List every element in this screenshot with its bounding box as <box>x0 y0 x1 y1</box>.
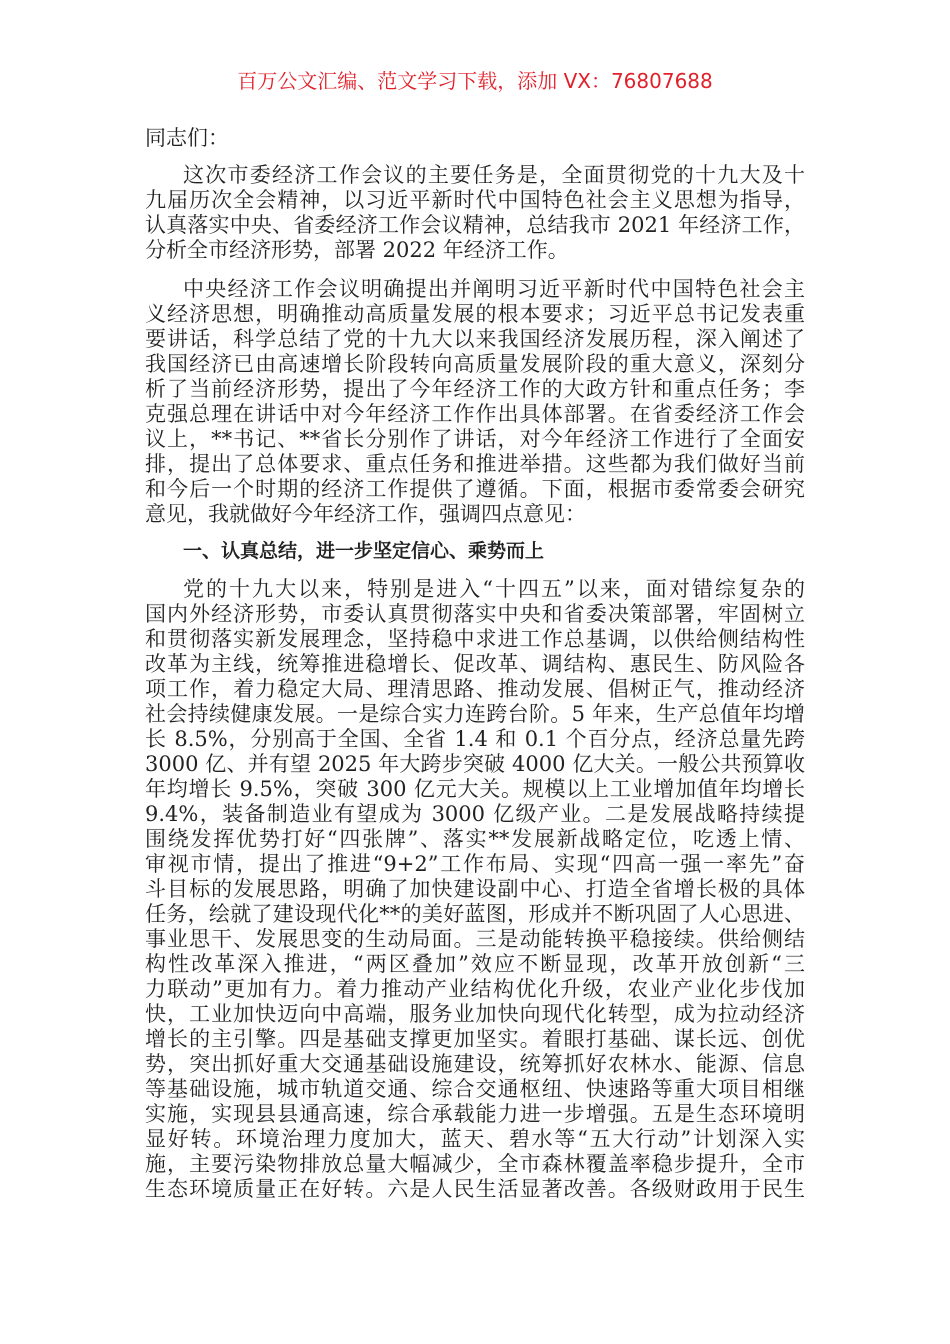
text-line: 要讲话，科学总结了党的十九大以来我国经济发展历程，深入阐述了 <box>145 327 805 351</box>
paragraph-3 <box>145 577 805 1202</box>
text-line: 改革为主线，统筹推进稳增长、促改革、调结构、惠民生、防风险各 <box>145 652 805 676</box>
text-line: 审视市情，提出了推进“9+2”工作布局、实现“四高一强一率先”奋 <box>145 852 805 876</box>
text-line: 克强总理在讲话中对今年经济工作作出具体部署。在省委经济工作会 <box>145 402 805 426</box>
text-line: 国内外经济形势，市委认真贯彻落实中央和省委决策部署，牢固树立 <box>145 602 805 626</box>
text-line: 九届历次全会精神，以习近平新时代中国特色社会主义思想为指导， <box>145 188 805 212</box>
text-line: 等基础设施，城市轨道交通、综合交通枢纽、快速路等重大项目相继 <box>145 1077 805 1101</box>
text-line: 长 8.5%，分别高于全国、全省 1.4 和 0.1 个百分点，经济总量先跨 <box>145 727 805 751</box>
text-line: 实施，实现县县通高速，综合承载能力进一步增强。五是生态环境明 <box>145 1102 805 1126</box>
text-line: 我国经济已由高速增长阶段转向高质量发展阶段的重大意义，深刻分 <box>145 352 805 376</box>
text-line: 排，提出了总体要求、重点任务和推进举措。这些都为我们做好当前 <box>145 452 805 476</box>
text-line: 认真落实中央、省委经济工作会议精神，总结我市 2021 年经济工作， <box>145 213 805 237</box>
paragraph-1 <box>145 163 805 263</box>
text-line: 增长的主引擎。四是基础支撑更加坚实。着眼打基础、谋长远、创优 <box>145 1027 805 1051</box>
text-line: 斗目标的发展思路，明确了加快建设副中心、打造全省增长极的具体 <box>145 877 805 901</box>
text-line: 生态环境质量正在好转。六是人民生活显著改善。各级财政用于民生 <box>145 1177 805 1201</box>
text-line: 中央经济工作会议明确提出并阐明习近平新时代中国特色社会主 <box>183 277 805 301</box>
text-line: 项工作，着力稳定大局、理清思路、推动发展、倡树正气，推动经济 <box>145 677 805 701</box>
text-line: 事业思干、发展思变的生动局面。三是动能转换平稳接续。供给侧结 <box>145 927 805 951</box>
text-line: 党的十九大以来，特别是进入“十四五”以来，面对错综复杂的 <box>183 577 805 601</box>
section-heading-1: 一、认真总结，进一步坚定信心、乘势而上 <box>183 540 545 562</box>
text-line: 分析全市经济形势，部署 2022 年经济工作。 <box>145 238 569 262</box>
text-line: 任务，绘就了建设现代化**的美好蓝图，形成并不断巩固了人心思进、 <box>145 902 805 926</box>
text-line: 施，主要污染物排放总量大幅减少，全市森林覆盖率稳步提升，全市 <box>145 1152 805 1176</box>
text-line: 围绕发挥优势打好“四张牌”、落实**发展新战略定位，吃透上情、 <box>145 827 805 851</box>
text-line: 义经济思想，明确推动高质量发展的根本要求；习近平总书记发表重 <box>145 302 805 326</box>
salutation: 同志们： <box>145 126 229 150</box>
text-line: 这次市委经济工作会议的主要任务是，全面贯彻党的十九大及十 <box>183 163 805 187</box>
text-line: 快，工业加快迈向中高端，服务业加快向现代化转型，成为拉动经济 <box>145 1002 805 1026</box>
text-line: 年均增长 9.5%，突破 300 亿元大关。规模以上工业增加值年均增长 <box>145 777 805 801</box>
text-line: 和今后一个时期的经济工作提供了遵循。下面，根据市委常委会研究 <box>145 477 805 501</box>
text-line: 和贯彻落实新发展理念，坚持稳中求进工作总基调，以供给侧结构性 <box>145 627 805 651</box>
text-line: 力联动”更加有力。着力推动产业结构优化升级，农业产业化步伐加 <box>145 977 805 1001</box>
text-line: 构性改革深入推进，“两区叠加”效应不断显现，改革开放创新“三 <box>145 952 805 976</box>
text-line: 析了当前经济形势，提出了今年经济工作的大政方针和重点任务；李 <box>145 377 805 401</box>
text-line: 社会持续健康发展。一是综合实力连跨台阶。5 年来，生产总值年均增 <box>145 702 805 726</box>
text-line: 显好转。环境治理力度加大，蓝天、碧水等“五大行动”计划深入实 <box>145 1127 805 1151</box>
watermark-banner: 百万公文汇编、范文学习下载，添加 VX：76807688 <box>237 69 713 93</box>
text-line: 3000 亿、并有望 2025 年大跨步突破 4000 亿大关。一般公共预算收 <box>145 752 805 776</box>
text-line: 9.4%，装备制造业有望成为 3000 亿级产业。二是发展战略持续提 <box>145 802 805 826</box>
text-line: 势，突出抓好重大交通基础设施建设，统筹抓好农林水、能源、信息 <box>145 1052 805 1076</box>
text-line: 意见，我就做好今年经济工作，强调四点意见： <box>145 502 586 526</box>
text-line: 议上，**书记、**省长分别作了讲话，对今年经济工作进行了全面安 <box>145 427 805 451</box>
paragraph-2 <box>145 277 805 527</box>
